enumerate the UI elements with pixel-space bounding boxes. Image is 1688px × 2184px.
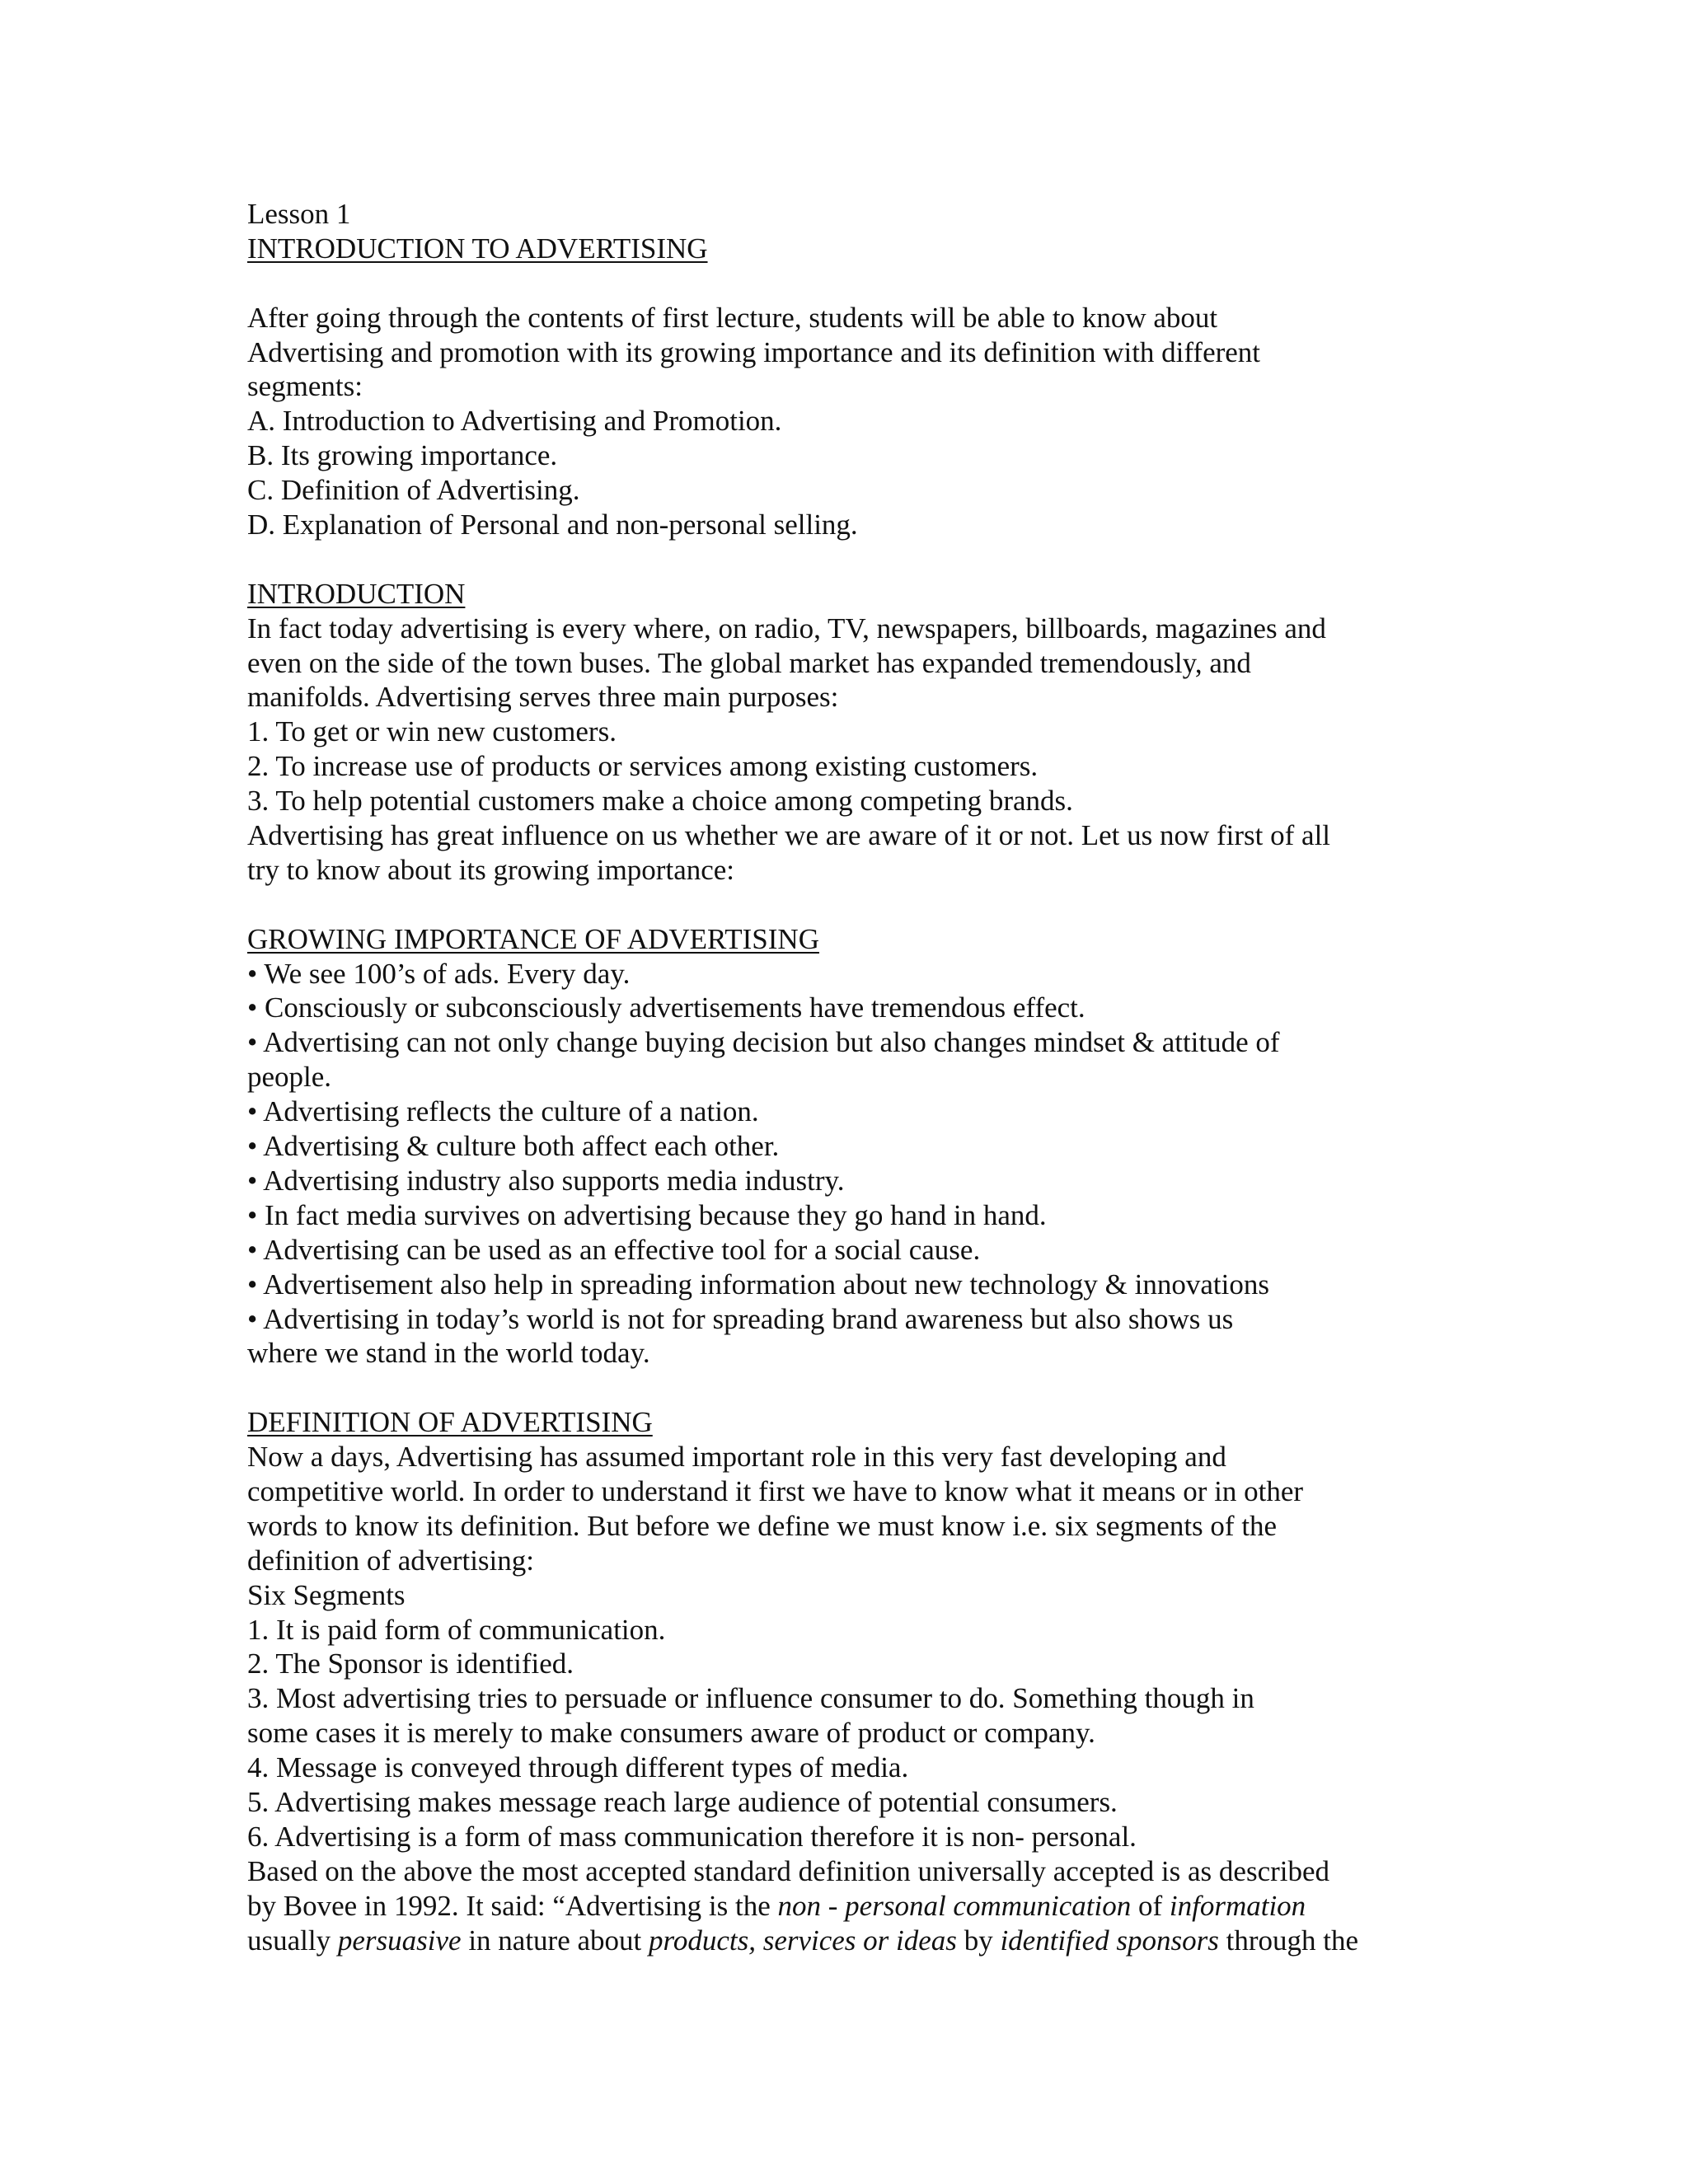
italic-run: products, services or ideas (649, 1924, 957, 1957)
introduction-closing: Advertising has great influence on us whether we are aware of it or not. Let us now first of all (247, 819, 1331, 852)
importance-bullet: • Advertising reflects the culture of a nation. (247, 1095, 759, 1128)
importance-bullet: • Consciously or subconsciously advertisements have tremendous effect. (247, 991, 1085, 1024)
introduction-line: In fact today advertising is every where, on radio, TV, newspapers, billboards, magazines and (247, 612, 1326, 644)
introduction-heading: INTRODUCTION (247, 577, 466, 610)
introduction-line: even on the side of the town buses. The global market has expanded tremendously, and (247, 646, 1251, 679)
italic-run: information (1169, 1889, 1306, 1922)
spacer (247, 1371, 1467, 1405)
segment-item: 1. It is paid form of communication. (247, 1613, 666, 1646)
introduction-line: manifolds. Advertising serves three main purposes: (247, 681, 839, 714)
italic-run: non - personal communication (777, 1889, 1132, 1922)
segment-item: 4. Message is conveyed through different types of media. (247, 1751, 909, 1784)
spacer (247, 542, 1467, 577)
importance-bullet: • In fact media survives on advertising because they go hand in hand. (247, 1198, 1047, 1231)
introduction-closing: try to know about its growing importance: (247, 853, 735, 886)
text-run: by (956, 1924, 1001, 1957)
definition-line: definition of advertising: (247, 1544, 534, 1577)
purpose-item: 1. To get or win new customers. (247, 715, 617, 748)
objective-item: A. Introduction to Advertising and Promotion. (247, 405, 782, 438)
text-run: of (1131, 1889, 1170, 1922)
definition-line: competitive world. In order to understand it first we have to know what it means or in other (247, 1474, 1304, 1507)
definition-line: words to know its definition. But before we define we must know i.e. six segments of the (247, 1509, 1278, 1542)
purpose-item: 2. To increase use of products or services among existing customers. (247, 750, 1039, 783)
objectives-line: segments: (247, 370, 363, 403)
importance-bullet: • Advertisement also help in spreading information about new technology & innovations (247, 1268, 1269, 1301)
segment-item: some cases it is merely to make consumers aware of product or company. (247, 1717, 1095, 1750)
importance-bullet: • Advertising & culture both affect each other. (247, 1130, 780, 1163)
bovee-definition-line (247, 1924, 1467, 1958)
segment-item: 2. The Sponsor is identified. (247, 1647, 574, 1680)
definition-line: Now a days, Advertising has assumed important role in this very fast developing and (247, 1441, 1226, 1474)
importance-bullet: • We see 100’s of ads. Every day. (247, 957, 631, 990)
definition-line: Based on the above the most accepted standard definition universally accepted is as described (247, 1854, 1330, 1887)
importance-bullet: where we stand in the world today. (247, 1337, 650, 1370)
objectives-line: After going through the contents of first lecture, students will be able to know about (247, 301, 1218, 334)
lesson-number: Lesson 1 (247, 198, 351, 230)
importance-bullet: • Advertising can be used as an effective tool for a social cause. (247, 1233, 981, 1266)
bovee-definition-line (247, 1889, 1467, 1924)
lesson-title: INTRODUCTION TO ADVERTISING (247, 232, 708, 265)
importance-bullet: • Advertising in today’s world is not for spreading brand awareness but also shows us (247, 1302, 1234, 1335)
importance-bullet: people. (247, 1061, 332, 1094)
segment-item: 6. Advertising is a form of mass communication therefore it is non- personal. (247, 1820, 1137, 1853)
objective-item: B. Its growing importance. (247, 439, 558, 472)
growing-importance-heading: GROWING IMPORTANCE OF ADVERTISING (247, 922, 819, 955)
italic-run: identified sponsors (1000, 1924, 1219, 1957)
document-page (247, 197, 1467, 1957)
importance-bullet: • Advertising can not only change buying decision but also changes mindset & attitude of (247, 1026, 1280, 1059)
italic-run: persuasive (337, 1924, 462, 1957)
definition-heading: DEFINITION OF ADVERTISING (247, 1406, 653, 1439)
spacer (247, 266, 1467, 301)
objective-item: D. Explanation of Personal and non-personal selling. (247, 509, 858, 541)
segment-item: 5. Advertising makes message reach large audience of potential consumers. (247, 1785, 1118, 1818)
importance-bullet: • Advertising industry also supports media industry. (247, 1164, 845, 1197)
six-segments-label: Six Segments (247, 1578, 406, 1611)
objectives-line: Advertising and promotion with its growing importance and its definition with different (247, 335, 1261, 368)
text-run: by Bovee in 1992. It said: “Advertising is the (247, 1889, 778, 1922)
segment-item: 3. Most advertising tries to persuade or influence consumer to do. Something though in (247, 1682, 1254, 1715)
text-run: in nature about (461, 1924, 649, 1957)
text-run: through the (1218, 1924, 1359, 1957)
purpose-item: 3. To help potential customers make a choice among competing brands. (247, 785, 1073, 818)
text-run: usually (247, 1924, 338, 1957)
objective-item: C. Definition of Advertising. (247, 474, 580, 507)
spacer (247, 888, 1467, 922)
